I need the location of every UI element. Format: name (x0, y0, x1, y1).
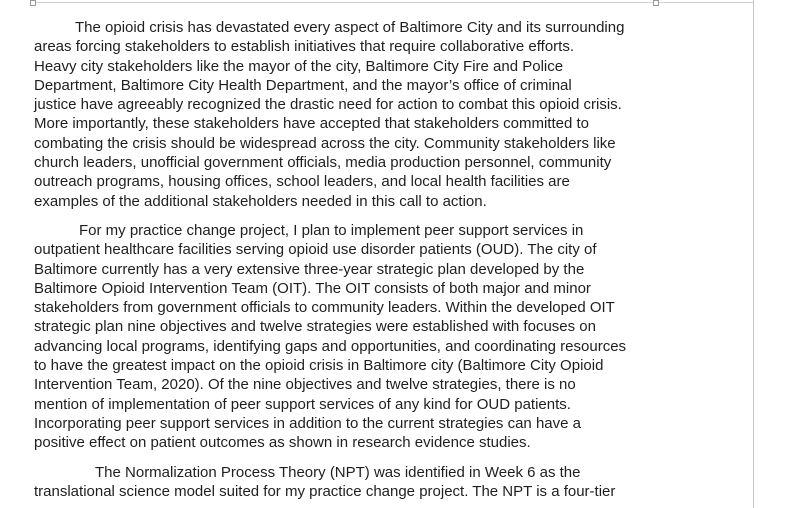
paragraph-line: For my practice change project, I plan to implement peer support services in (79, 221, 584, 239)
paragraph-line: outpatient healthcare facilities serving opioid use disorder patients (OUD). The city of (34, 241, 597, 259)
paragraph-line: to have the greatest impact on the opioid crisis in Baltimore city (Baltimore City Opioid (34, 357, 604, 375)
document-body[interactable] (34, 18, 674, 501)
paragraph-spacing (34, 453, 674, 463)
paragraph-line: examples of the additional stakeholders needed in this call to action. (34, 192, 487, 210)
paragraph-1[interactable] (34, 18, 674, 211)
paragraph-line: Incorporating peer support services in addition to the current strategies can have a (34, 414, 581, 432)
paragraph-line: The opioid crisis has devastated every aspect of Baltimore City and its surrounding (75, 19, 625, 36)
paragraph-spacing (34, 211, 674, 221)
paragraph-line: translational science model suited for my practice change project. The NPT is a four-tier (34, 482, 616, 500)
paragraph-line: advancing local programs, identifying gaps and opportunities, and coordinating resources (34, 337, 627, 355)
right-gutter (754, 0, 799, 508)
paragraph-line: outreach programs, housing offices, school leaders, and local health facilities are (34, 173, 570, 191)
paragraph-line: combating the crisis should be widespread across the city. Community stakeholders like (34, 134, 616, 152)
paragraph-line: stakeholders from government officials to community leaders. Within the developed OIT (34, 299, 615, 317)
paragraph-line: Department, Baltimore City Health Department, and the mayor’s office of criminal (34, 76, 572, 94)
paragraph-line: positive effect on patient outcomes as shown in research evidence studies. (34, 434, 531, 452)
paragraph-line: strategic plan nine objectives and twelve strategies were established with focuses on (34, 318, 596, 336)
paragraph-3[interactable] (34, 463, 674, 502)
left-margin-corner-mark (30, 0, 36, 6)
page-top-edge (30, 2, 753, 3)
paragraph-line: mention of implementation of peer support services of any kind for OUD patients. (34, 395, 571, 413)
paragraph-line: More importantly, these stakeholders have accepted that stakeholders committed to (34, 115, 590, 133)
paragraph-line: Intervention Team, 2020). Of the nine objectives and twelve strategies, there is no (34, 376, 576, 394)
paragraph-line: Baltimore currently has a very extensive three-year strategic plan developed by the (34, 260, 585, 278)
paragraph-2[interactable] (34, 221, 674, 453)
paragraph-line: The Normalization Process Theory (NPT) was identified in Week 6 as the (95, 463, 581, 481)
paragraph-line: areas forcing stakeholders to establish initiatives that require collaborative efforts. (34, 38, 575, 56)
paragraph-line: justice have agreeably recognized the drastic need for action to combat this opioid crisis. (34, 96, 622, 114)
paragraph-line: church leaders, unofficial government officials, media production personnel, community (34, 154, 612, 172)
right-margin-corner-mark (653, 0, 659, 6)
paragraph-line: Heavy city stakeholders like the mayor of the city, Baltimore City Fire and Police (34, 57, 564, 75)
paragraph-line: Baltimore Opioid Intervention Team (OIT). The OIT consists of both major and minor (34, 279, 591, 297)
